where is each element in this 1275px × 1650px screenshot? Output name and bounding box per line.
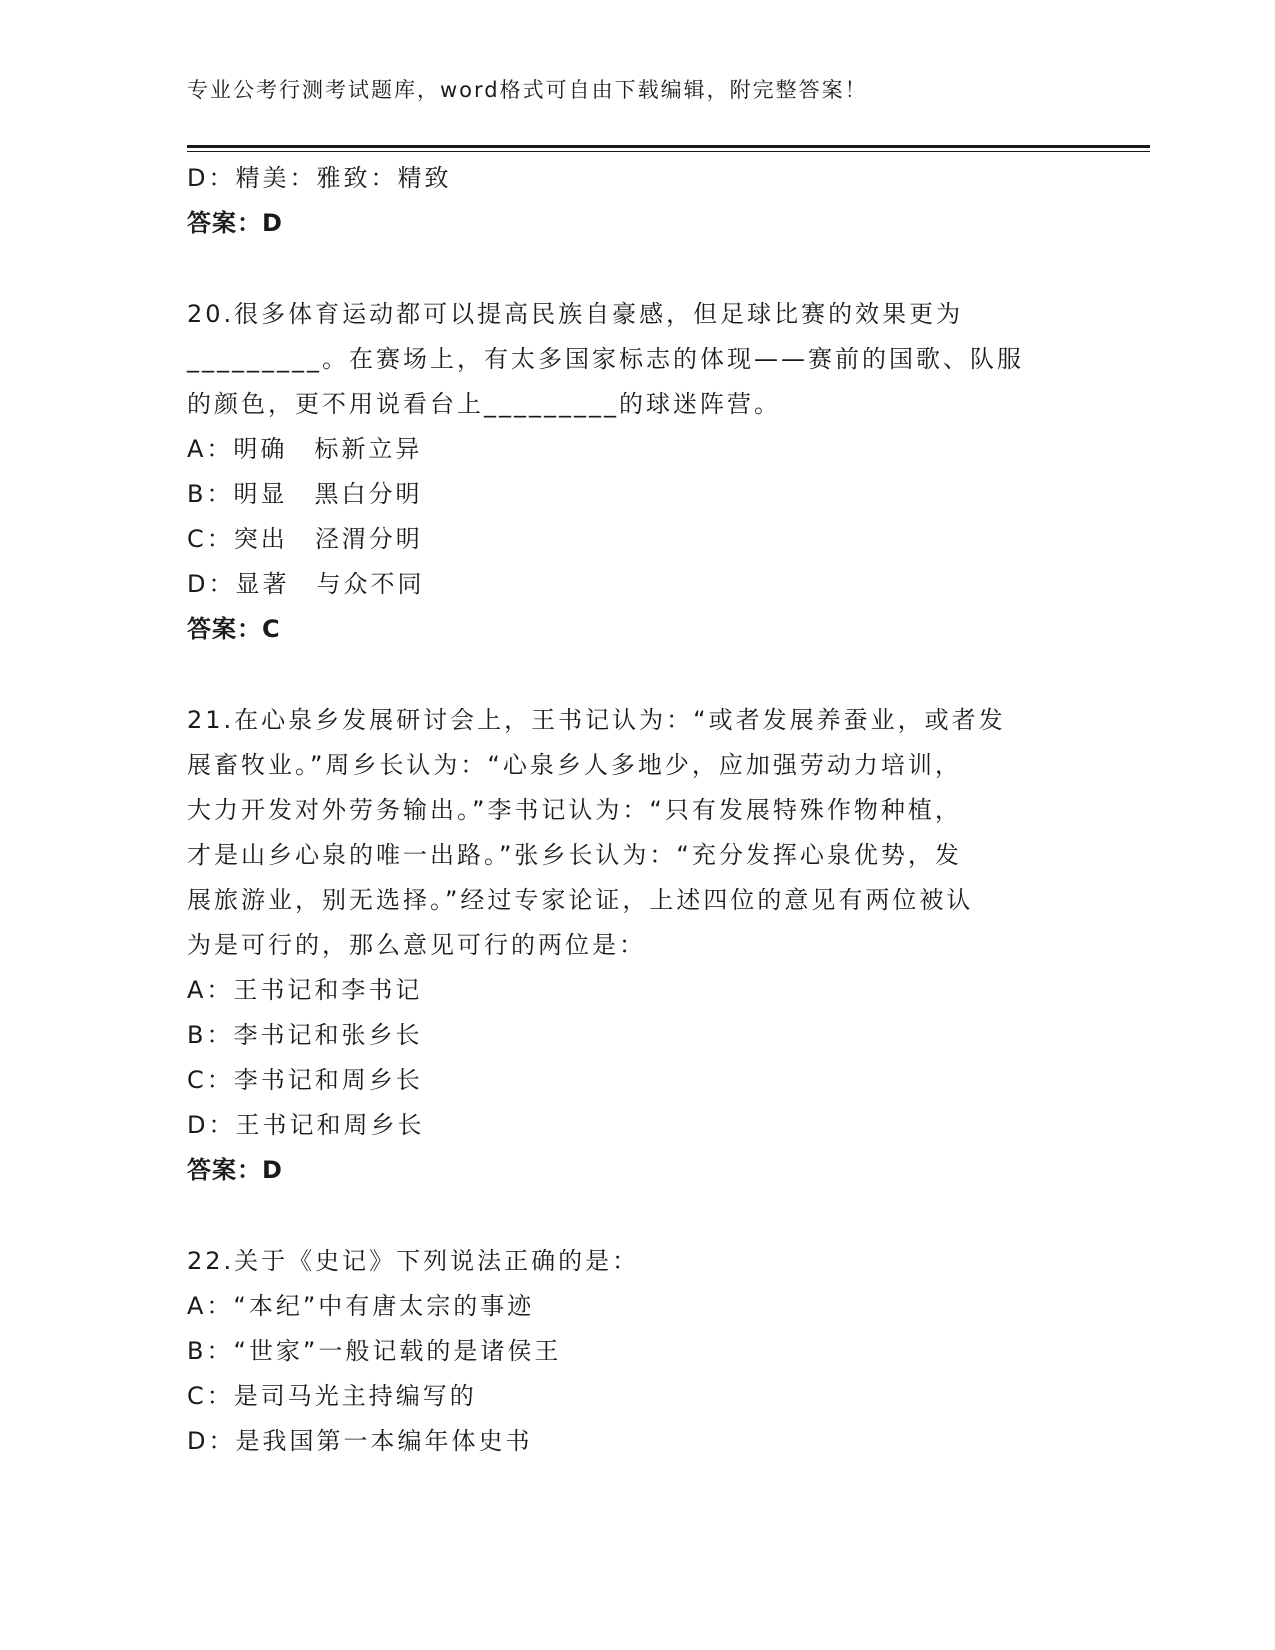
question-20 — [187, 292, 1087, 652]
option-d: D：王书记和周乡长 — [187, 1111, 425, 1139]
option-a: A：“本纪”中有唐太宗的事迹 — [187, 1292, 535, 1320]
question-fragment — [187, 156, 1087, 246]
question-line: 20.很多体育运动都可以提高民族自豪感，但足球比赛的效果更为 — [187, 300, 964, 328]
spacer — [187, 246, 1087, 292]
question-line: 22.关于《史记》下列说法正确的是： — [187, 1247, 640, 1275]
answer-line: 答案：D — [187, 209, 283, 237]
answer-line: 答案：C — [187, 615, 281, 643]
question-line: 为是可行的，那么意见可行的两位是： — [187, 931, 646, 959]
question-line: 展旅游业，别无选择。”经过专家论证，上述四位的意见有两位被认 — [187, 886, 974, 914]
header-divider-thin — [187, 151, 1150, 152]
option-a: A：王书记和李书记 — [187, 976, 423, 1004]
question-line: _________。在赛场上，有太多国家标志的体现——赛前的国歌、队服 — [187, 345, 1024, 373]
option-d: D：精美：雅致：精致 — [187, 164, 452, 192]
question-text — [187, 292, 1087, 427]
question-line: 展畜牧业。”周乡长认为：“心泉乡人多地少，应加强劳动力培训， — [187, 751, 962, 779]
answer-line: 答案：D — [187, 1156, 283, 1184]
question-text — [187, 698, 1087, 968]
question-line: 21.在心泉乡发展研讨会上，王书记认为：“或者发展养蚕业，或者发 — [187, 706, 1006, 734]
document-content — [187, 156, 1087, 1464]
question-21 — [187, 698, 1087, 1193]
question-22 — [187, 1239, 1087, 1464]
option-c: C：是司马光主持编写的 — [187, 1382, 477, 1410]
question-text — [187, 1239, 1087, 1284]
option-b: B：明显 黑白分明 — [187, 480, 423, 508]
option-c: C：李书记和周乡长 — [187, 1066, 423, 1094]
question-line: 的颜色，更不用说看台上_________的球迷阵营。 — [187, 390, 781, 418]
option-b: B：“世家”一般记载的是诸侯王 — [187, 1337, 562, 1365]
spacer — [187, 1193, 1087, 1239]
option-d: D：是我国第一本编年体史书 — [187, 1427, 533, 1455]
option-c: C：突出 泾渭分明 — [187, 525, 423, 553]
question-line: 才是山乡心泉的唯一出路。”张乡长认为：“充分发挥心泉优势，发 — [187, 841, 962, 869]
option-d: D：显著 与众不同 — [187, 570, 425, 598]
option-b: B：李书记和张乡长 — [187, 1021, 423, 1049]
header-divider-thick — [187, 145, 1150, 148]
spacer — [187, 652, 1087, 698]
question-line: 大力开发对外劳务输出。”李书记认为：“只有发展特殊作物种植， — [187, 796, 962, 824]
option-a: A：明确 标新立异 — [187, 435, 423, 463]
page-header: 专业公考行测考试题库，word格式可自由下载编辑，附完整答案！ — [187, 78, 868, 102]
